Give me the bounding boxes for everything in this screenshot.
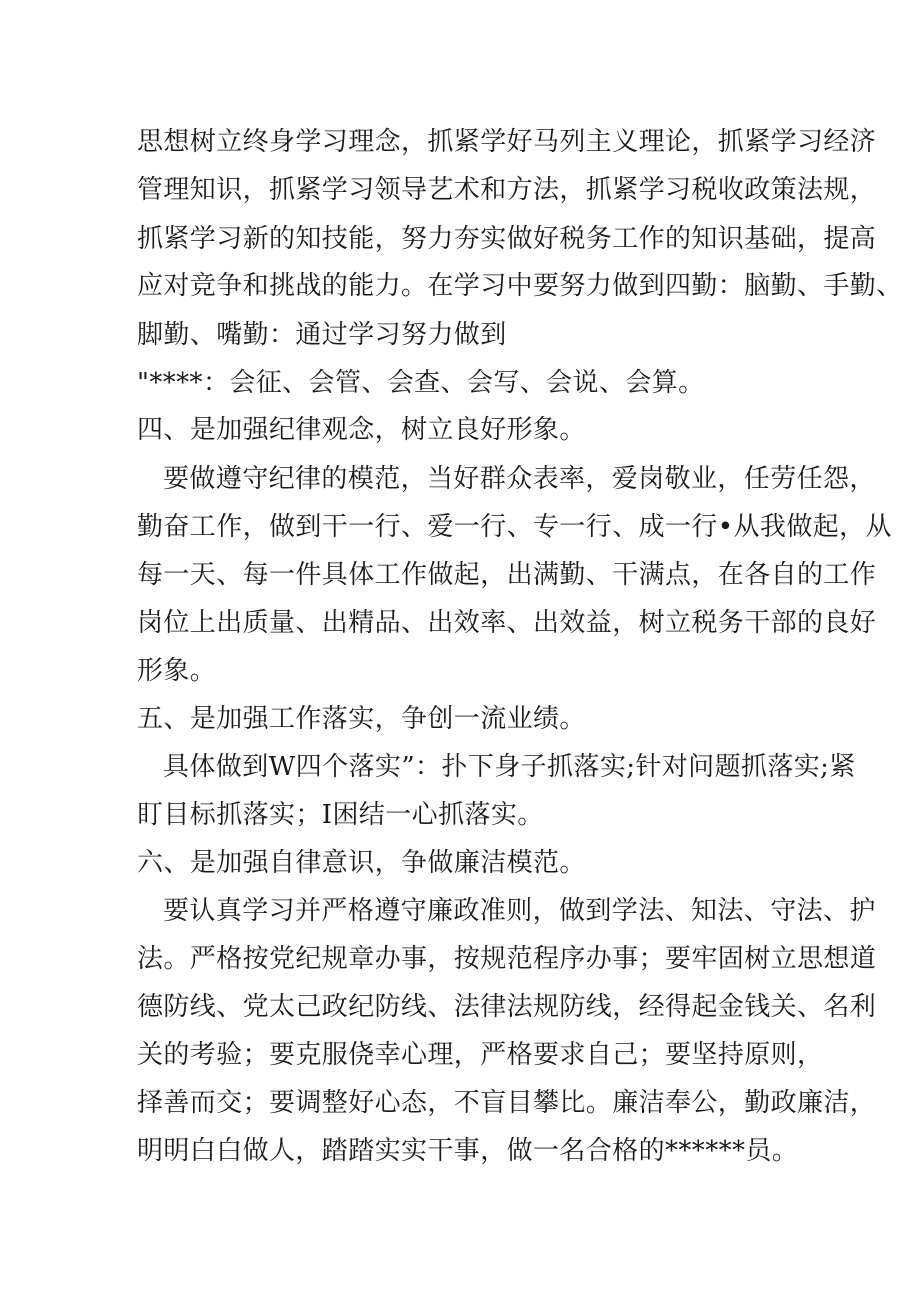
text-line: 择善而交；要调整好心态，不盲目攀比。廉洁奉公，勤政廉洁，: [137, 1088, 877, 1118]
text-line: "****：会征、会管、会查、会写、会说、会算。: [137, 368, 705, 398]
text-line: 应对竞争和挑战的能力。在学习中要努力做到四勤：脑勤、手勤、: [137, 271, 903, 301]
section-heading: 六、是加强自律意识，争做廉洁模范。: [137, 848, 586, 878]
text-line: 勤奋工作，做到干一行、爱一行、专一行、成一行•从我做起，从: [137, 512, 892, 542]
text-line: 要认真学习并严格遵守廉政准则，做到学法、知法、守法、护: [163, 896, 876, 926]
text-line: 形象。: [137, 656, 217, 686]
text-line: 管理知识，抓紧学习领导艺术和方法，抓紧学习税收政策法规，: [137, 175, 877, 205]
text-line: 思想树立终身学习理念，抓紧学好马列主义理论，抓紧学习经济: [137, 127, 877, 157]
text-line: 关的考验；要克服侥幸心理，严格要求自己；要坚持原则，: [137, 1040, 824, 1070]
text-line: 具体做到W四个落实”：扑下身子抓落实;针对问题抓落实;紧: [163, 752, 856, 782]
section-heading: 五、是加强工作落实，争创一流业绩。: [137, 704, 586, 734]
text-line: 脚勤、嘴勤：通过学习努力做到: [137, 320, 507, 350]
text-line: 要做遵守纪律的模范，当好群众表率，爱岗敬业，任劳任怨，: [163, 464, 876, 494]
text-line: 法。严格按党纪规章办事，按规范程序办事；要牢固树立思想道: [137, 944, 877, 974]
text-line: 盯目标抓落实；I困结一心抓落实。: [137, 800, 544, 830]
text-line: 德防线、党太己政纪防线、法律法规防线，经得起金钱关、名利: [137, 992, 877, 1022]
text-line: 岗位上出质量、出精品、出效率、出效益，树立税务干部的良好: [137, 608, 877, 638]
text-line: 明明白白做人，踏踏实实干事，做一名合格的******员。: [137, 1136, 799, 1166]
section-heading: 四、是加强纪律观念，树立良好形象。: [137, 415, 586, 445]
text-line: 抓紧学习新的知技能，努力夯实做好税务工作的知识基础，提高: [137, 224, 877, 254]
text-line: 每一天、每一件具体工作做起，出满勤、干满点，在各自的工作: [137, 560, 877, 590]
